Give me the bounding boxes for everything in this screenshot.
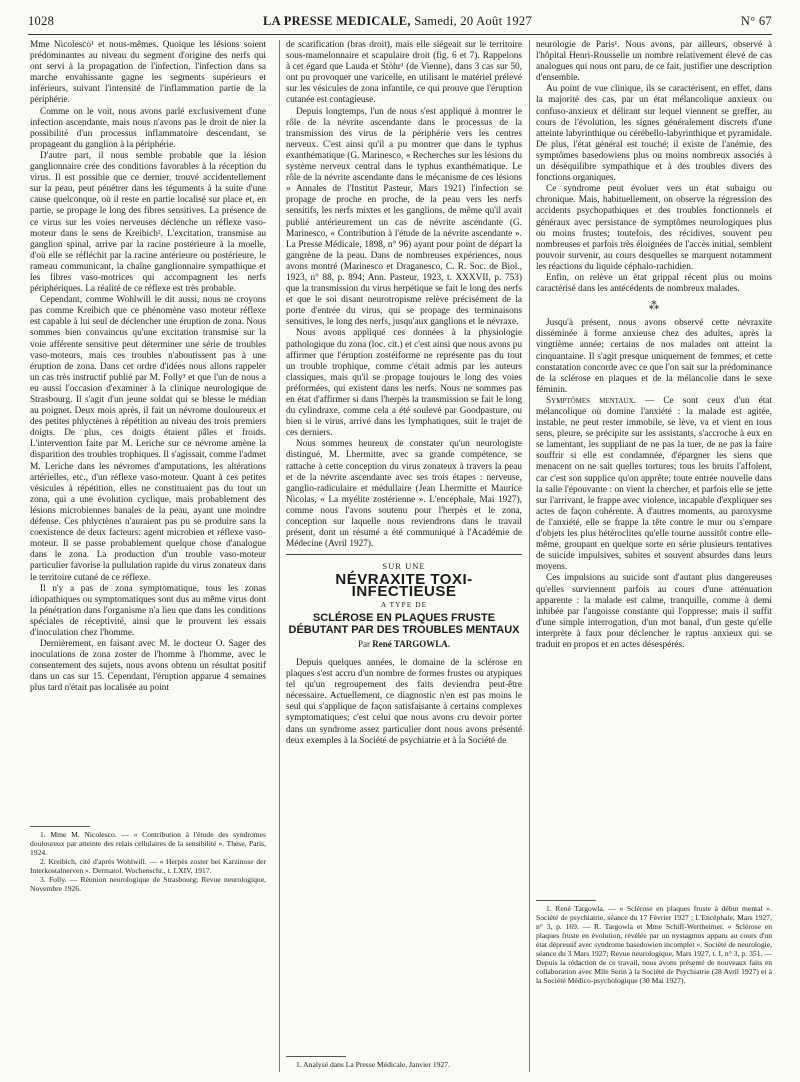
paragraph: Nous avons appliqué ces données à la physiologie pathologique du zona (loc. cit.) et c'est ainsi que nous avons pu affirmer que l'éruption zostéiforme ne représente pas du tout un trouble trophique, comme c'était admis par les auteurs classiques, mais qu'il se propage toujours le long des voies préformées, qui existent dans les nerfs. Nous ne sommes pas en état d'affirmer si dans l'herpès la transmission se fait le long du cylindraxe, comme cela a été soulevé par Goodpasture, ou bien si le virus, arrivé dans les lymphatiques, suit le trajet de ces derniers. [286,328,522,439]
paragraph: Depuis quelques années, le domaine de la sclérose en plaques s'est accru d'un nombre de formes frustes ou atypiques tel qu'un regroupement des faits deviendra peut-être nécessaire. Actuellement, ce diagnostic n'en est pas moins le seul qui s'applique de façon satisfaisante à certains complexes symptomatiques; c'est celui que nous avons cru devoir porter dans un syndrome assez particulier dont nous avons présenté deux exemples à la Société de psychiatrie et à la Société de [286,657,522,746]
column-2 [286,40,522,1082]
footnote-separator [286,1056,346,1057]
issue-date: Samedi, 20 Août 1927 [414,14,533,28]
footnotes [286,1050,522,1069]
paragraph: Jusqu'à présent, nous avons observé cette névraxite disséminée à forme anxieuse chez des adultes, après la vingtième année; certains de nos malades ont atteint la cinquantaine. Il s'agit presque uniquement de femmes, et cette constatation concorde avec ce que l'on sait sur la prédominance de la sclérose en plaques et de la mélancolie dans le sexe féminin. [536,318,772,395]
article-type-label: A TYPE DE [380,599,428,609]
footnote: 3. Folly. — Réunion neurologique de Strasbourg; Revue neurologique, Novembre 1926. [30,875,266,893]
paragraph: de scarification (bras droit), mais elle siégeait sur le territoire sous-mamelonnaire et scapulaire droit (fig. 6 et 7). Rappelons à cet égard que Lauda et Stöhr¹ (de Vienne), dans 3 cas sur 50, ont pu provoquer une varicelle, en utilisant le matériel prélevé sur les vésicules de zona infantile, ce qui prouve que l'éruption cutanée est contagieuse. [286,40,522,106]
paragraph: Ce syndrome peut évoluer vers un état subaigu ou chronique. Mais, habituellement, on observe la régression des accidents psychopathiques et des troubles fonctionnels et généraux avec persistance de symptômes neurologiques plus ou moins frustes; toutefois, des récidives, souvent peu nombreuses et parfois très éloignées de l'accès initial, semblent pouvoir survenir, au cours desquelles se marquent notamment les réactions du liquide céphalo-rachidien. [536,184,772,272]
page-number: 1028 [28,14,55,28]
column-divider [279,40,280,1072]
footnotes [536,894,772,985]
footnote: 1. René Targowla. — « Sclérose en plaques fruste à début mental ». Société de psychiatrie, séance du 17 Février 1927 ; L'Encéphale, Mars 1927, n° 3, p. 169. — R. Targowla et Mme Schiff-Wertheimer. « Sclérose en plaques fruste en évolution, révélée par un nystagmus apparu au cours d'un état dépressif avec syndrome basedowien incomplet ». Société de neurologie, séance du 3 Mars 1927; Revue neurologique, Mars 1927, t. I, n° 3, p. 351. — Depuis la rédaction de ce travail, nous avons présenté de nouveaux faits en collaboration avec Mlle Serin à la Société de Psychiatrie (28 Avril 1927) et à la Société Médico-psychologique (30 Mai 1927). [536,904,772,985]
footnote-separator [30,826,90,827]
footnote: 2. Kreibich, cité d'après Wohlwill. — « Herpès zoster bei Karzinose der Interkostalnerven ». Dermatol. Wochenschr., t. LXIV, 1917. [30,857,266,875]
article-separator [286,554,522,555]
paragraph: Depuis longtemps, l'un de nous s'est appliqué à montrer le rôle de la névrite ascendante dans le processus de la transmission des virus de la périphérie vers les centres nerveux. C'est ainsi qu'il a pu montrer que dans le typhus exanthématique (G. Marinesco, « Recherches sur les lésions du système nerveux central dans le typhus exanthématique. Le rôle de la névrite ascendante dans le mécanisme de ces lésions » Annales de l'Institut Pasteur, Mars 1921) l'infection se propage de proche en proche, de la peau vers les nerfs sensitifs, les nerfs mixtes et les ganglions, de même qu'il avait publié antérieurement un cas de névrite ascendante (G. Marinesco, « Contribution à l'étude de la névrite ascendante ». La Presse Médicale, 1898, n° 96) ayant pour point de départ la gangrène de la peau. Dans de nombreuses expériences, nous avons montré (Marinesco et Draganesco, C. R. Soc. de Biol., 1923, n° 88, p. 894; Ann. Pasteur, 1923, t. XXXVII, p. 753) que la transmission du virus herpétique se fait le long des nerfs et que le soi disant neurotropisme relève précisément de la porte d'entrée du virus, qui se propage des terminaisons sensitives, le long des nerfs, jusqu'aux ganglions et le névraxe. [286,106,522,328]
article-author [286,639,522,650]
paragraph: Ces impulsions au suicide sont d'autant plus dangereuses qu'elles surviennent parfois au cours d'une atténuation apparente : la malade est calme, tranquille, comme à demi inhibée par l'angoisse constante qui l'oppresse; mais il suffit d'une simple interrogation, d'un mot banal, d'un geste qu'elle interprète à faux pour déclencher le raptus anxieux qui se traduit en propos et en actes désespérés. [536,573,772,650]
section-heading: Symptômes mentaux. [546,395,636,406]
article-subtitle: DÉBUTANT PAR DES TROUBLES MENTAUX [288,623,520,636]
paragraph: Il n'y a pas de zona symptomatique, tous les zonas idiopathiques ou symptomatiques sont dus au même virus dont la pénétration dans l'organisme n'a lieu que dans les conditions spéciales de réceptivité, ainsi que le prouvent les essais d'inoculation chez l'homme. [30,583,266,638]
paragraph: Comme on le voit, nous avons parlé exclusivement d'une infection ascendante, mais nous n'avons pas le droit de nier la possibilité d'un processus inflammatoire descendant, se propageant du ganglion à la périphérie. [30,106,266,150]
journal-name: LA PRESSE MEDICALE, [263,14,411,28]
section-break-stars: ⁂ [648,300,660,313]
paragraph: Nous sommes heureux de constater qu'un neurologiste distingué, M. Lhermitte, avec sa grande compétence, se rattache à cette conception du virus zonateux à travers la peau et de la névrite ascendante avec ses trois étapes : nerveuse, ganglio-radiculaire et médullaire (Jean Lhermitte et Maurice Nicolas, « La myélite zostérienne ». L'encéphale, Mai 1927), comme nous l'avons soutenu pour l'herpès et le zona, conception sur laquelle nous reviendrons dans le travail présent, dont un résumé a été communiqué à l'Académie de Médecine (Avril 1927). [286,439,522,550]
paragraph-text: — Ce sont ceux d'un état mélancolique où domine l'anxiété : la malade est agitée, instable, ne peut rester immobile, se lève, va et vient en tous sens, pleure, se précipite sur les assistants, s'accroche à eux en se lamentant, les suppliant de ne pas la tuer, de ne pas la faire souffrir si elle est condamnée, d'épargner les siens que menacent on ne sait quelles tortures; tous les bruits l'affolent, car c'est son supplice qu'on apprête; toute entrée nouvelle dans la salle l'épouvante : on vient la chercher, et parfois elle se jette sur l'arrivant, le frappe avec violence, incapable d'expliquer ses actes de façon cohérente. A d'autres moments, au paroxysme de l'anxiété, elle se frappe la tête contre le mur ou s'empare d'objets les plus hétéroclites qu'elle tourne aussitôt contre elle-même, groupant en quelque sorte en série plusieurs tentatives de suicide impulsives, subites et souvent absurdes dans leurs moyens. [536,395,772,573]
author-name: René TARGOWLA. [372,638,450,649]
article-prefix: SUR UNE [382,561,426,572]
paragraph: Au point de vue clinique, ils se caractérisent, en effet, dans la majorité des cas, par un état mélancolique anxieux ou confuso-anxieux et délirant sur lequel viennent se greffer, au cours de l'évolution, les signes généralement discrets d'une atteinte labyrinthique ou cérébello-labyrinthique et pyramidale. De plus, l'état général est touché; il existe de l'anémie, des symptômes basedowiens plus ou moins nombreux associés à un déséquilibre sympathique et à des troubles divers des fonctions organiques. [536,84,772,184]
author-prefix: Par [358,638,371,649]
article-heading [286,561,522,650]
footnote: 1. Analysé dans La Presse Médicale, Janvier 1927. [296,1060,450,1069]
column-1 [30,40,266,1082]
paragraph: D'autre part, il nous semble probable que la lésion ganglionnaire crée des conditions favorables à la réception du virus. Il est possible que ce dernier, trouvé accidentellement sur la peau, peut pénétrer dans les téguments à la suite d'une cause quelconque, où il reste en partie localisé sur place et, en partie, se propage le long des fibres sensitives. La présence de ce virus sur les voies nerveuses déclenche un réflexe vaso-moteur dans le sens de Kreibich². L'excitation, transmise au ganglion spinal, arrive par la racine postérieure à la moelle, d'où elle se réfléchit par la racine antérieure ou postérieure, le rameau communicant, la chaîne ganglionnaire sympathique et les fibres vaso-motrices qui accompagnent les nerfs périphériques. La réalité de ce réflexe est très probable. [30,150,266,295]
paragraph: Cependant, comme Wohlwill le dit aussi, nous ne croyons pas comme Kreibich que ce phénomène vaso moteur réflexe est capable à lui seul de déclencher une éruption de zona. Nous sommes bien convaincus qu'une excitation transmise sur la voie afférente sensitive peut déterminer une série de troubles vaso-moteurs, mais ces troubles n'aboutissent pas à une éruption de zona. Dans cet ordre d'idées nous allons rappeler un cas très instructif publié par M. Folly³ et que l'un de nous a eu aussi l'occasion d'examiner à la clinique neurologique de Strasbourg. Il s'agit d'un jeune soldat qui se blesse le médian au poignet. Deux mois après, il fait un névrome douloureux et des petites phlyctènes à répétition au niveau des trois premiers doigts. De plus, ces doigts étaient pâles et froids. L'intervention faite par M. Leriche sur ce névrome amène la disparition des troubles trophiques. Il s'agissait, comme l'admet M. Leriche dans les névromes d'amputations, les altérations artérielles, etc., d'un réflexe vaso-moteur. Quant à ces petites vésicules à répétition, elles ne constituaient pas du tout un zona, qui a une évolution cyclique, mais probablement des lésions microbiennes banales de la peau, ayant une moindre défense. Ces phlyctènes n'auraient pas pu se produire sans la coexistence de deux facteurs: agent microbien et réflexe vaso-moteur. Il se passe probablement quelque chose d'analogue dans le zona. La production d'un trouble vaso-moteur particulier favorise la pullulation rapide du virus zonateux dans le territoire cutané de ce réflexe. [30,295,266,583]
column-3 [536,40,772,1082]
page-header [28,14,772,35]
footnote: 1. Mme M. Nicolesco. — « Contribution à l'étude des syndromes douloureux par atteinte des relais cellulaires de la sensibilité ». Thèse, Paris, 1924. [30,830,266,857]
issue-number: N° 67 [740,14,772,28]
column-divider [529,40,530,1072]
paragraph: Enfin, on relève un état grippal récent plus ou moins caractérisé dans les antécédents de nombreux malades. [536,272,772,295]
article-subtitle: SCLÉROSE EN PLAQUES FRUSTE [312,611,496,624]
paragraph: Mme Nicolesco¹ et nous-mêmes. Quoique les lésions soient prédominantes au niveau du segment d'origine des nerfs qui ont servi à la propagation de l'infection, l'infection dans sa marche envahissante gagne les segments supérieurs et inférieurs, suivant l'intensité de l'inflammation partie de la périphérie. [30,40,266,106]
article-title: NÉVRAXITE TOXI-INFECTIEUSE [335,571,473,600]
paragraph: Dernièrement, en faisant avec M. le docteur O. Sager des inoculations de zona zoster de l'homme à l'homme, avec le consentement des sujets, nous avons obtenu un résultat positif dans un cas sur 15. Cependant, l'éruption apparue 4 semaines plus tard n'était pas localisée au point [30,639,266,694]
footnotes [30,820,266,893]
paragraph: neurologie de Paris¹. Nous avons, par ailleurs, observé à l'hôpital Henri-Rousselle un nombre relativement élevé de cas analogues qui nous ont paru, de ce fait, justifier une description d'ensemble. [536,40,772,84]
paragraph [536,396,772,574]
footnote-separator [536,900,596,901]
journal-title [263,14,532,29]
